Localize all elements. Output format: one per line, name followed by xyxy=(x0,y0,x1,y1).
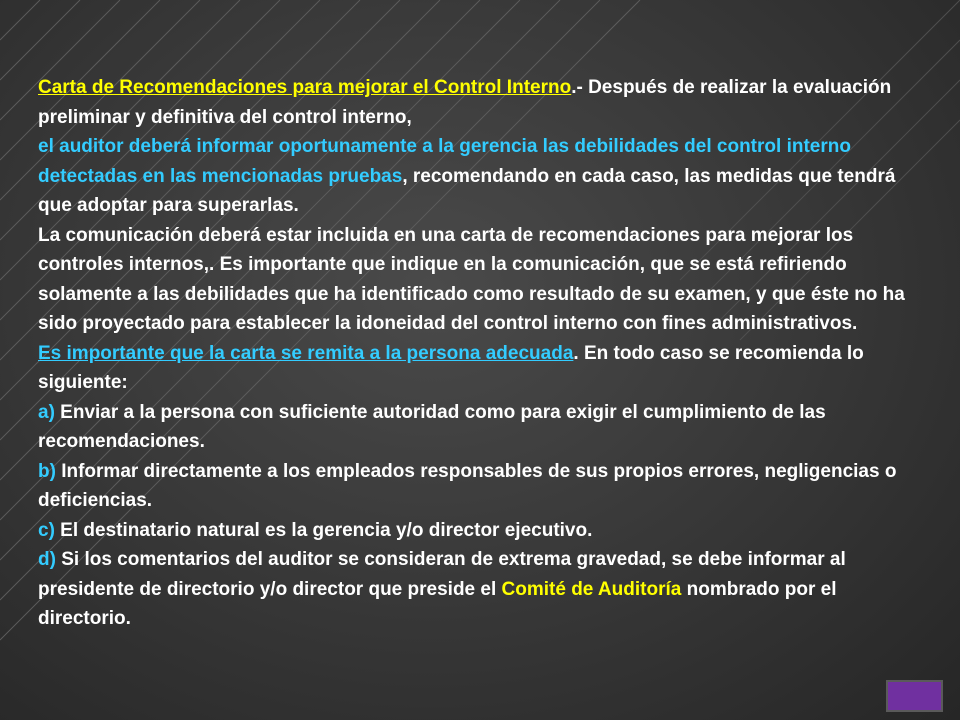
item-b-text: Informar directamente a los empleados responsables de sus propios errores, negligencias o deficiencias. xyxy=(38,460,897,511)
marker-d: d) xyxy=(38,549,56,570)
paragraph-comunicacion: La comunicación deberá estar incluida en una carta de recomendaciones para mejorar los controles internos,. Es importante que indique en la comunicación, que se está refiriendo solamente a las debilidades que ha identificado como resultado de su examen, y que éste no ha sido proyectado para establecer la idoneidad del control interno con fines administrativos. xyxy=(38,224,905,334)
carta-text: . En todo caso se recomienda lo siguiente: xyxy=(38,342,864,393)
list-item-a xyxy=(38,398,918,457)
carta-recomendaciones-link[interactable]: Carta de Recomendaciones para mejorar el Control Interno xyxy=(38,77,572,98)
marker-b: b) xyxy=(38,460,56,482)
item-c-text: El destinatario natural es la gerencia y/o director ejecutivo. xyxy=(54,519,593,541)
slide-body xyxy=(38,73,918,634)
item-d-text: Si los comentarios del auditor se consideran de extrema gravedad, se debe informar al presidente de directorio y/o director que preside el xyxy=(38,549,846,600)
persona-adecuada-link[interactable]: Es importante que la carta se remita a la persona adecuada xyxy=(38,342,574,364)
list-item-d xyxy=(38,545,918,634)
marker-c: c) xyxy=(38,519,55,541)
next-slide-button[interactable] xyxy=(886,680,943,712)
paragraph-auditor xyxy=(38,132,918,221)
item-d-end: nombrado por el directorio. xyxy=(38,578,837,629)
intro-text: .- Después de realizar la evaluación preliminar y definitiva del control interno, xyxy=(38,77,892,128)
auditor-highlight: el auditor deberá informar oportunamente a la gerencia las debilidades del control interno detectadas en las mencionadas pruebas xyxy=(38,136,851,187)
comite-auditoria-highlight: Comité de Auditoría xyxy=(501,578,682,600)
paragraph-carta xyxy=(38,339,918,398)
auditor-text: , recomendando en cada caso, las medidas que tendrá que adoptar para superarlas. xyxy=(38,165,896,216)
paragraph-intro xyxy=(38,73,918,132)
item-a-text: Enviar a la persona con suficiente autoridad como para exigir el cumplimiento de las recomendaciones. xyxy=(38,401,826,452)
marker-a: a) xyxy=(38,401,55,423)
list-item-b xyxy=(38,457,918,516)
list-item-c xyxy=(38,516,918,546)
